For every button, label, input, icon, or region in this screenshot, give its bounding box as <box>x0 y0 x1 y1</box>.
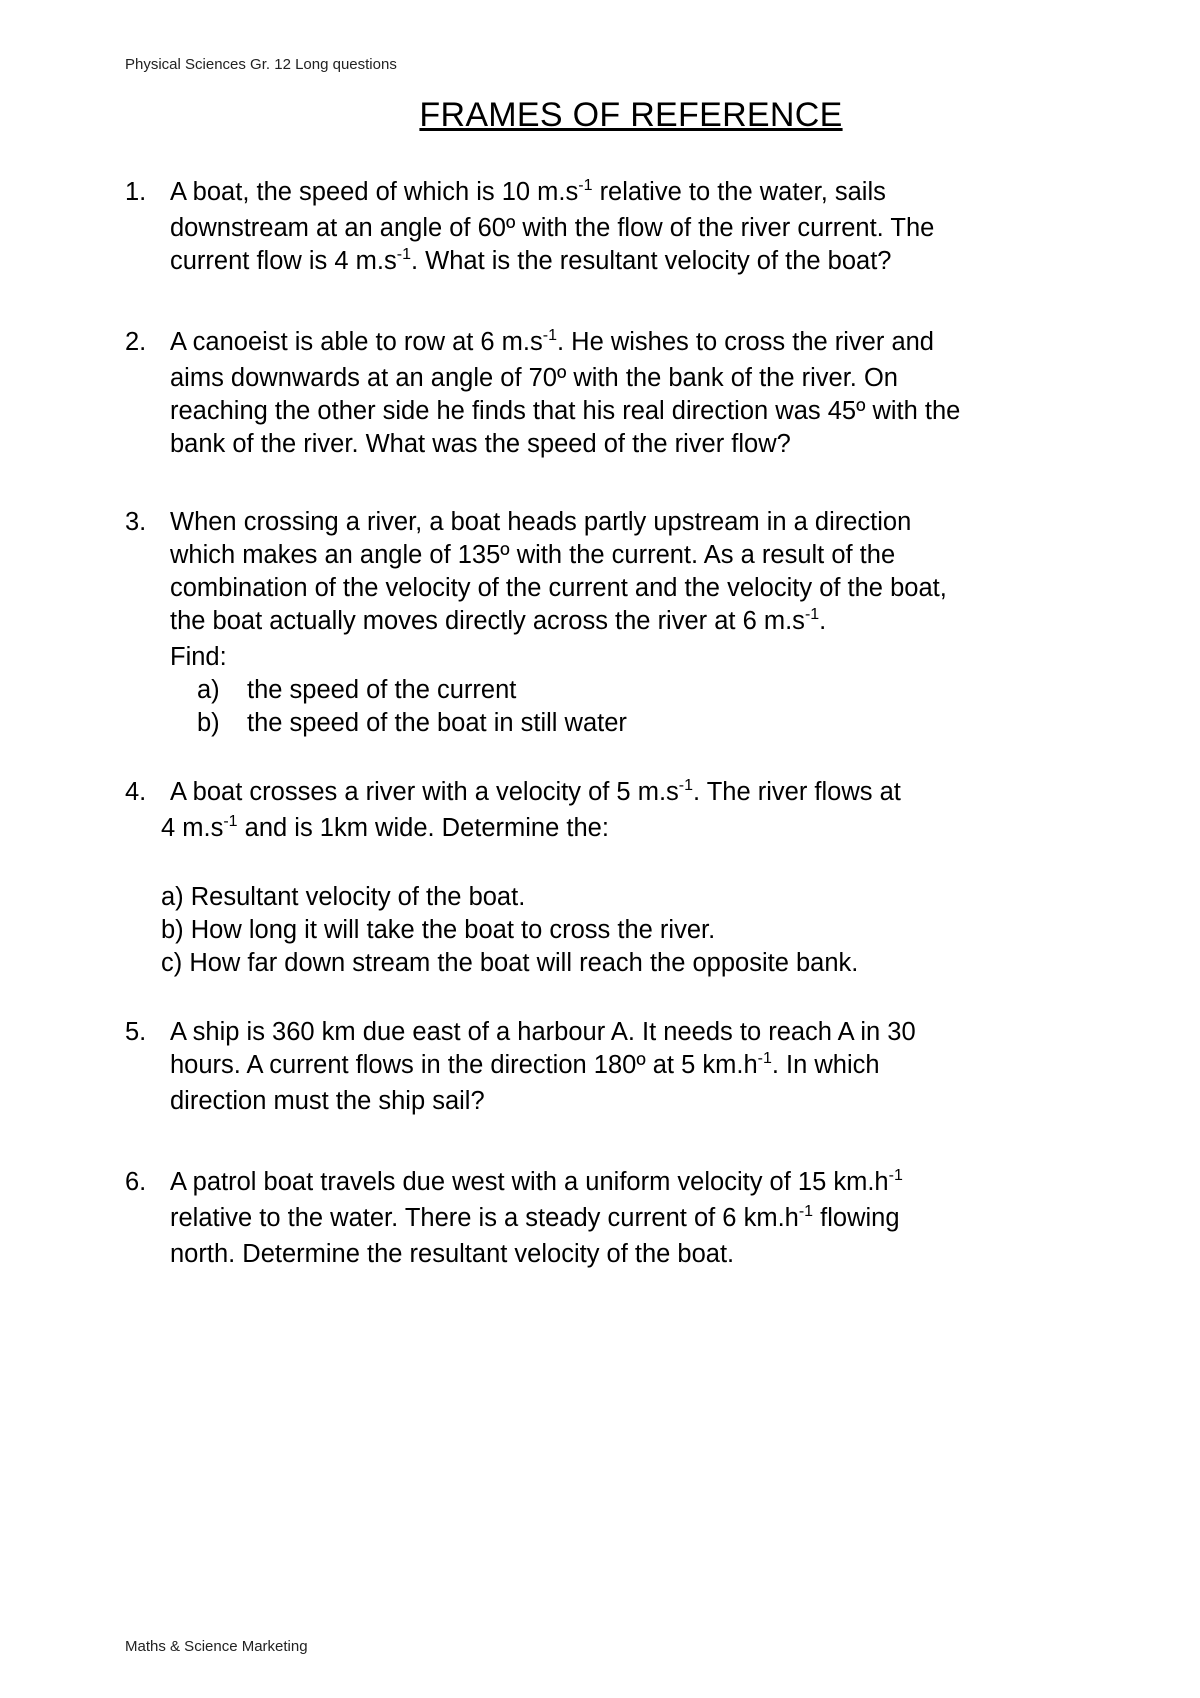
question-line: 3. When crossing a river, a boat heads partly upstream in a direction <box>125 506 1085 539</box>
question-1 <box>125 176 1085 281</box>
question-number: 4. <box>125 778 147 806</box>
question-line: north. Determine the resultant velocity of the boat. <box>170 1240 735 1268</box>
question-line: 4. A boat crosses a river with a velocity of 5 $m.s^{-1}$. The river flows at <box>125 776 1085 812</box>
page-header: Physical Sciences Gr. 12 Long questions <box>125 56 397 73</box>
question-line: Find: <box>170 643 227 671</box>
question-line: hours. A current flows in the direction 180º at 5 $km.h^{-1}$. In which <box>170 1050 880 1079</box>
question-number: 6. <box>125 1168 147 1196</box>
question-number: 5. <box>125 1018 147 1046</box>
question-line: which makes an angle of 135º with the current. As a result of the <box>170 541 896 569</box>
sub-question-b: b) the speed of the boat in still water <box>197 709 627 737</box>
question-6 <box>125 1166 1085 1271</box>
question-5 <box>125 1016 1085 1118</box>
question-number: 1. <box>125 178 147 206</box>
question-line: combination of the velocity of the current and the velocity of the boat, <box>170 574 947 602</box>
question-line: 4 $m.s^{-1}$ and is 1km wide. Determine the: <box>161 813 609 842</box>
question-line: 6. A patrol boat travels due west with a uniform velocity of 15 $km.h^{-1}$ <box>125 1166 1085 1202</box>
question-number: 3. <box>125 508 147 536</box>
sub-question-c: c) How far down stream the boat will reach the opposite bank. <box>161 949 859 977</box>
question-line: bank of the river. What was the speed of the river flow? <box>170 430 791 458</box>
question-line: 1. A boat, the speed of which is 10 $m.s^{-1}$ relative to the water, sails <box>125 176 1085 212</box>
spacer <box>125 848 1085 881</box>
question-2 <box>125 326 1085 461</box>
question-line: current flow is 4 $m.s^{-1}$. What is the resultant velocity of the boat? <box>170 246 892 275</box>
question-line: direction must the ship sail? <box>170 1087 485 1115</box>
question-line: reaching the other side he finds that his real direction was 45º with the <box>170 397 961 425</box>
sub-question-a: a) the speed of the current <box>197 676 517 704</box>
question-line: 2. A canoeist is able to row at 6 $m.s^{-1}$. He wishes to cross the river and <box>125 326 1085 362</box>
question-number: 2. <box>125 328 147 356</box>
page-title: FRAMES OF REFERENCE <box>419 96 843 134</box>
question-3 <box>125 506 1085 740</box>
page-footer: Maths & Science Marketing <box>125 1638 308 1655</box>
question-line: the boat actually moves directly across the river at 6 $m.s^{-1}$. <box>170 606 827 635</box>
question-4 <box>125 776 1085 980</box>
sub-question-a: a) Resultant velocity of the boat. <box>161 883 526 911</box>
question-line: aims downwards at an angle of 70º with the bank of the river. On <box>170 364 898 392</box>
question-line: 5. A ship is 360 km due east of a harbour A. It needs to reach A in 30 <box>125 1016 1085 1049</box>
question-line: downstream at an angle of 60º with the flow of the river current. The <box>170 214 935 242</box>
sub-question-b: b) How long it will take the boat to cross the river. <box>161 916 716 944</box>
question-line: relative to the water. There is a steady current of 6 $km.h^{-1}$ flowing <box>170 1203 900 1232</box>
